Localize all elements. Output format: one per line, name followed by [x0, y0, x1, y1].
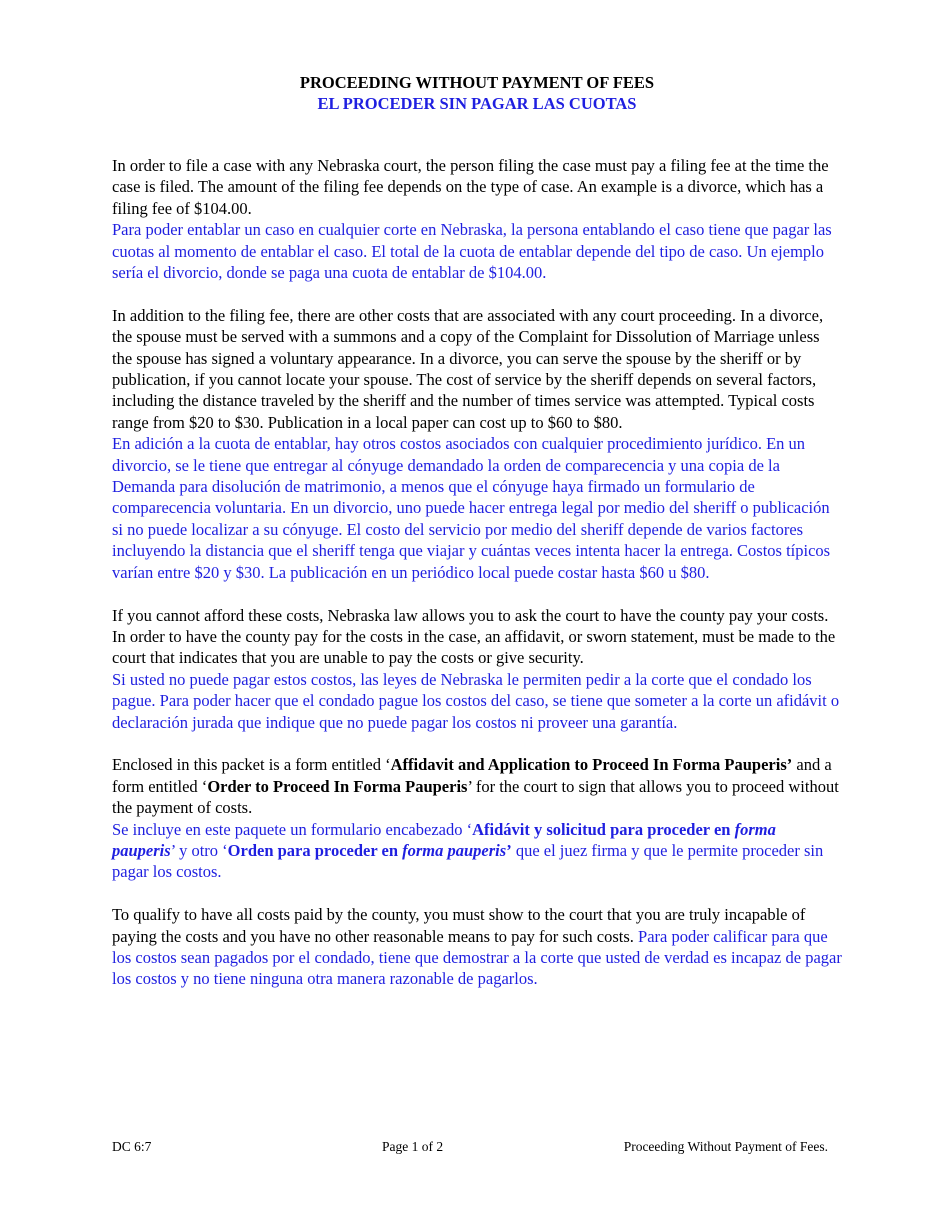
form-id: DC 6:7	[112, 1139, 152, 1154]
footer-doc-title: Proceeding Without Payment of Fees.	[623, 1139, 828, 1154]
text-run: que el juez firma y que le permite proceder sin pagar los costos.	[112, 840, 824, 882]
paragraph-english: If you cannot afford these costs, Nebraska law allows you to ask the court to have the county pay your costs. In order to have the county pay for the costs in the case, an affidavit, or sworn statement, must be made to the court that indicates that you are unable to pay the costs or give security.	[112, 605, 836, 668]
paragraph-enclosed-forms	[112, 754, 842, 882]
text-run: ’ y otro ‘	[170, 840, 228, 860]
paragraph-qualify	[112, 904, 842, 990]
paragraph-spanish: Si usted no puede pagar estos costos, las leyes de Nebraska le permiten pedir a la corte que el condado los pague. Para poder hacer que el condado pague los costos del caso, se tiene que someter a la corte un afidávit o declaración jurada que indique que no puede pagar los costos ni proveer una garantía.	[112, 669, 840, 732]
paragraph-filing-fee	[112, 155, 842, 283]
page-number: Page 1 of 2	[382, 1139, 444, 1154]
text-run: Se incluye en este paquete un formulario encabezado ‘	[112, 819, 473, 839]
paragraph-bilingual	[112, 904, 842, 990]
form-title-afidavit: Afidávit y solicitud para proceder en forma pauperis	[112, 819, 776, 860]
text-run: and a form entitled ‘	[112, 755, 832, 796]
paragraph-spanish: Para poder calificar para que los costos sean pagados por el condado, tiene que demostrar a la corte que usted de verdad es incapaz de pagar los costos y no tiene ninguna otra manera razonable de pagarlos.	[112, 926, 842, 989]
title-english: PROCEEDING WITHOUT PAYMENT OF FEES	[299, 73, 655, 92]
form-title-orden: Orden para proceder en forma pauperis’	[227, 840, 512, 860]
paragraph-english: In order to file a case with any Nebraska court, the person filing the case must pay a filing fee at the time the case is filed. The amount of the filing fee depends on the type of case. An example is a divorce, which has a filing fee of $104.00.	[112, 156, 829, 218]
paragraph-spanish	[112, 819, 842, 883]
form-title-order: Order to Proceed In Forma Pauperis	[207, 776, 468, 796]
paragraph-other-costs	[112, 305, 842, 583]
paragraph-english: To qualify to have all costs paid by the county, you must show to the court that you are truly incapable of paying the costs and you have no other reasonable means to pay for such costs.	[112, 905, 806, 946]
text-run: Enclosed in this packet is a form entitled ‘	[112, 755, 391, 775]
title-spanish: EL PROCEDER SIN PAGAR LAS CUOTAS	[317, 94, 637, 113]
form-title-affidavit: Affidavit and Application to Proceed In Forma Pauperis’	[390, 755, 793, 775]
paragraph-english	[112, 754, 842, 818]
document-page	[112, 72, 842, 990]
paragraph-spanish: En adición a la cuota de entablar, hay otros costos asociados con cualquier procedimiento jurídico. En un divorcio, se le tiene que entregar al cónyuge demandado la orden de comparecencia y una copia de la Demanda para disolución de matrimonio, a menos que el cónyuge haya firmado un formulario de comparecencia voluntaria. En un divorcio, uno puede hacer entrega legal por medio del sheriff o publicación si no puede localizar a su cónyuge. El costo del servicio por medio del sheriff depende de varios factores incluyendo la distancia que el sheriff tenga que viajar y cuántas veces intenta hacer la entrega. Costos típicos varían entre $20 y $30. La publicación en un periódico local puede costar hasta $60 u $80.	[112, 434, 831, 582]
paragraph-spanish: Para poder entablar un caso en cualquier corte en Nebraska, la persona entablando el caso tiene que pagar las cuotas al momento de entablar el caso. El total de la cuota de entablar depende del tipo de caso. Un ejemplo sería el divorcio, donde se paga una cuota de entablar de $104.00.	[112, 220, 832, 283]
paragraph-county-pay	[112, 605, 842, 733]
paragraph-english: In addition to the filing fee, there are other costs that are associated with any court proceeding. In a divorce, the spouse must be served with a summons and a copy of the Complaint for Dissolution of Marriage unless the spouse has signed a voluntary appearance. In a divorce, you can serve the spouse by the sheriff or by publication, if you cannot locate your spouse. The cost of service by the sheriff depends on several factors, including the distance traveled by the sheriff and the number of times service was attempted. Typical costs range from $20 to $30. Publication in a local paper can cost up to $60 to $80.	[112, 305, 824, 432]
text-run: ’ for the court to sign that allows you to proceed without the payment of costs.	[112, 776, 839, 818]
